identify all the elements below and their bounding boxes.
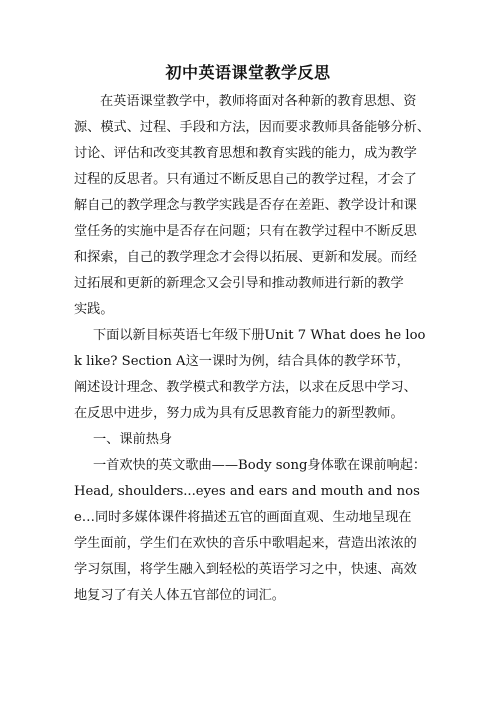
paragraph-line: 学生面前，学生们在欢快的音乐中歌唱起来，营造出浓浓的 bbox=[74, 536, 417, 551]
paragraph-line: 讨论、评估和改变其教育思想和教育实践的能力，成为教学 bbox=[74, 146, 417, 161]
paragraph-line: 堂任务的实施中是否存在问题；只有在教学过程中不断反思 bbox=[74, 224, 417, 239]
section-heading: 一、课前热身 bbox=[93, 432, 173, 447]
paragraph-line: 源、模式、过程、手段和方法，因而要求教师具备能够分析、 bbox=[74, 120, 431, 135]
paragraph-line: 实践。 bbox=[74, 302, 114, 317]
paragraph-line: 学习氛围，将学生融入到轻松的英语学习之中，快速、高效 bbox=[74, 562, 417, 577]
document-title: 初中英语课堂教学反思 bbox=[165, 63, 331, 82]
paragraph-line: 过拓展和更新的新理念又会引导和推动教师进行新的教学 bbox=[74, 276, 404, 291]
paragraph-line: 过程的反思者。只有通过不断反思自己的教学过程，才会了 bbox=[74, 172, 417, 187]
paragraph-line: 一首欢快的英文歌曲——Body song身体歌在课前响起： bbox=[93, 458, 427, 473]
paragraph-line: Head, shoulders...eyes and ears and mouth and nos bbox=[74, 484, 420, 499]
paragraph-line: 地复习了有关人体五官部位的词汇。 bbox=[74, 588, 285, 603]
paragraph-line: 和探索，自己的教学理念才会得以拓展、更新和发展。而经 bbox=[74, 250, 417, 265]
paragraph-line: 在反思中进步，努力成为具有反思教育能力的新型教师。 bbox=[74, 406, 404, 421]
paragraph-line: 下面以新目标英语七年级下册Unit 7 What does he loo bbox=[93, 328, 426, 343]
paragraph-line: 阐述设计理念、教学模式和教学方法，以求在反思中学习、 bbox=[74, 380, 417, 395]
paragraph-line: k like? Section A这一课时为例，结合具体的教学环节， bbox=[74, 354, 410, 369]
paragraph-line: 解自己的教学理念与教学实践是否存在差距、教学设计和课 bbox=[74, 198, 417, 213]
paragraph-line: e…同时多媒体课件将描述五官的画面直观、生动地呈现在 bbox=[74, 510, 412, 525]
paragraph-line: 在英语课堂教学中，教师将面对各种新的教育思想、资 bbox=[100, 94, 417, 109]
